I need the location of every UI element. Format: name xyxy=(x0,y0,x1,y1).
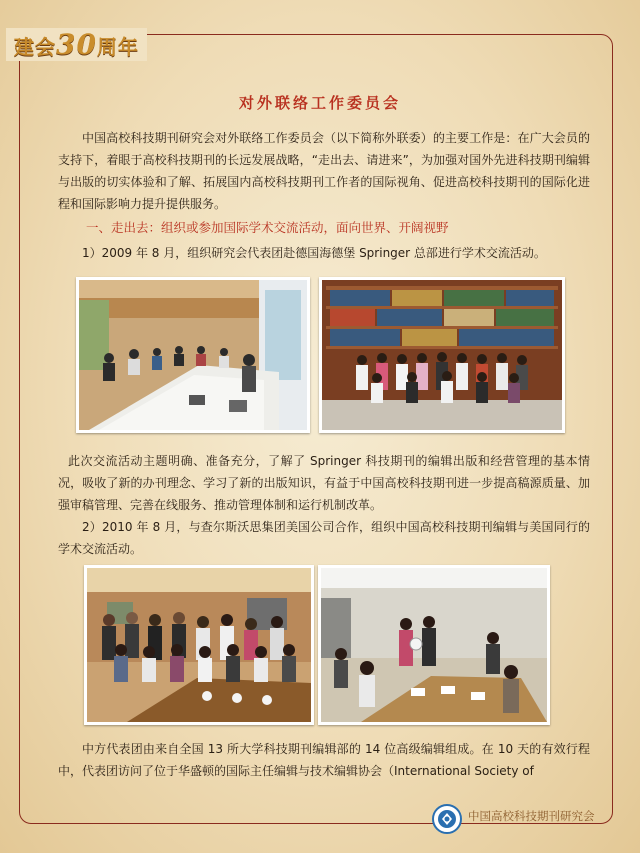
photo-springer-group xyxy=(319,277,565,433)
item-1-text: 1）2009 年 8 月，组织研究会代表团赴德国海德堡 Springer 总部进行学术交流活动。 xyxy=(82,246,546,260)
item-2-text: 2）2010 年 8 月，与查尔斯沃思集团美国公司合作，组织中国高校科技期刊编辑与美国同行的学术交流活动。 xyxy=(58,520,590,556)
brand-suffix: 周年 xyxy=(96,35,139,59)
society-logo-icon xyxy=(432,804,462,838)
photo-springer-meeting xyxy=(76,277,310,433)
page-title: 对外联络工作委员会 xyxy=(238,94,401,112)
photo-us-dinner xyxy=(84,565,314,725)
brand-prefix: 建会 xyxy=(14,35,56,59)
intro-paragraph: 中国高校科技期刊研究会对外联络工作委员会（以下简称外联委）的主要工作是：在广大会员的支持下，着眼于高校科技期刊的长远发展战略，“走出去、请进来”，为加强对国外先进科技期刊编辑与出版的切实体验和了解、拓展国内高校科技期刊工作者的国际视角、促进高校科技期刊的国际化进程和国际影响力提升提供服务。 xyxy=(58,131,590,211)
delegation-paragraph: 中方代表团由来自全国 13 所大学科技期刊编辑部的 14 位高级编辑组成。在 10 天的有效行程中，代表团访问了位于华盛顿的国际主任编辑与技术编辑协会（International Society of xyxy=(58,742,590,778)
footer-society-name: 中国高校科技期刊研究会 xyxy=(468,809,595,823)
section-heading: 一、走出去：组织或参加国际学术交流活动，面向世界、开阔视野 xyxy=(86,220,449,235)
anniversary-brand xyxy=(6,28,147,61)
brand-number: 30 xyxy=(56,28,97,61)
photo-us-meeting xyxy=(318,565,550,725)
springer-summary-paragraph: 此次交流活动主题明确、准备充分，了解了 Springer 科技期刊的编辑出版和经营管理的基本情况，吸收了新的办刊理念、学习了新的出版知识，有益于中国高校科技期刊进一步提高稿源质量、加强审稿管理、完善在线服务、推动管理体制和运行机制改革。 xyxy=(58,454,590,512)
